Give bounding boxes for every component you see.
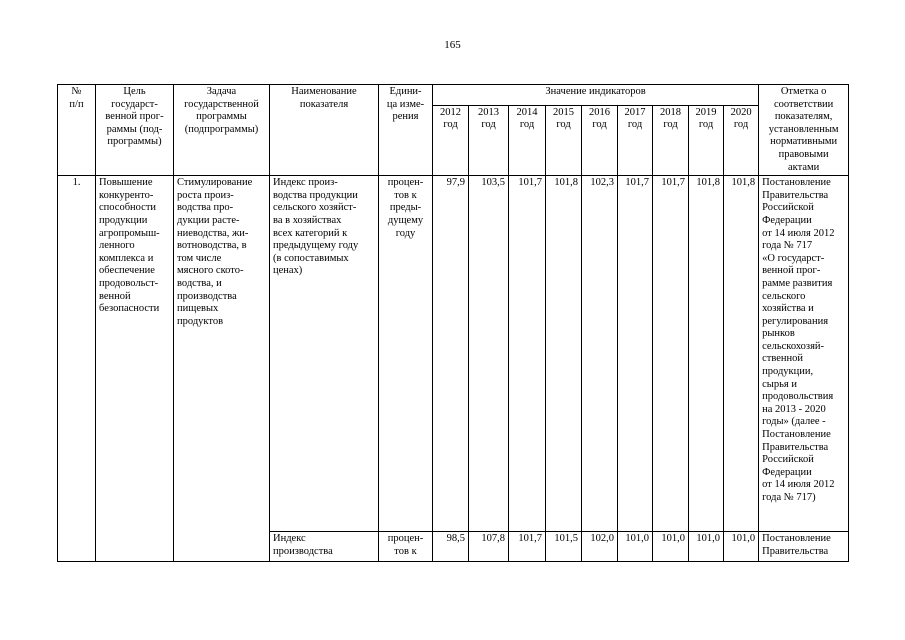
header-year: 2020 год — [724, 105, 759, 175]
header-year: 2014 год — [509, 105, 546, 175]
row-value: 101,8 — [724, 176, 759, 532]
header-row — [58, 85, 849, 106]
row-value: 101,7 — [509, 176, 546, 532]
header-year: 2018 год — [653, 105, 689, 175]
header-values: Значение индикаторов — [433, 85, 759, 106]
row-value: 101,8 — [546, 176, 582, 532]
page-number: 165 — [444, 39, 461, 51]
row-value: 101,5 — [546, 532, 582, 562]
row-indicator: Индекс произ- водства продукции сельского хозяйст- ва в хозяйствах всех категорий к предыдущему году (в сопоставимых ценах) — [270, 176, 379, 532]
row-value: 101,0 — [653, 532, 689, 562]
row-value: 97,9 — [433, 176, 469, 532]
row-goal: Повышение конкуренто- способности продукции агропромыш- ленного комплекса и обеспечение продовольст- венной безопасности — [96, 176, 174, 562]
header-num: № п/п — [58, 85, 96, 176]
table-row — [58, 176, 849, 532]
header-year: 2015 год — [546, 105, 582, 175]
row-value: 102,0 — [582, 532, 618, 562]
row-value: 101,8 — [689, 176, 724, 532]
row-unit: процен- тов к преды- дущему году — [379, 176, 433, 532]
header-year: 2016 год — [582, 105, 618, 175]
header-year: 2019 год — [689, 105, 724, 175]
header-indicator: Наименование показателя — [270, 85, 379, 176]
header-year: 2017 год — [618, 105, 653, 175]
indicators-table — [57, 84, 849, 562]
header-year: 2013 год — [469, 105, 509, 175]
row-unit: процен- тов к — [379, 532, 433, 562]
row-value: 101,0 — [618, 532, 653, 562]
row-indicator: Индекс производства — [270, 532, 379, 562]
header-year: 2012 год — [433, 105, 469, 175]
header-task: Задача государственной программы (подпрограммы) — [174, 85, 270, 176]
row-note: Постановление Правительства Российской Федерации от 14 июля 2012 года № 717 «О государст- венной прог- рамме развития сельского хозяйства и регулирования рынков сельскохозяй- ственной продукции, сырья и продовольствия на 2013 - 2020 годы» (далее - Постановление Правительства Российской Федерации от 14 июля 2012 года № 717) — [759, 176, 849, 532]
header-note: Отметка о соответствии показателям, установленным нормативными правовыми актами — [759, 85, 849, 176]
row-value: 101,7 — [653, 176, 689, 532]
row-value: 101,0 — [689, 532, 724, 562]
row-value: 98,5 — [433, 532, 469, 562]
row-note: Постановление Правительства — [759, 532, 849, 562]
row-value: 103,5 — [469, 176, 509, 532]
row-value: 101,7 — [509, 532, 546, 562]
row-value: 107,8 — [469, 532, 509, 562]
row-value: 101,0 — [724, 532, 759, 562]
header-goal: Цель государст- венной прог- раммы (под- программы) — [96, 85, 174, 176]
header-unit: Едини- ца изме- рения — [379, 85, 433, 176]
row-number: 1. — [58, 176, 96, 562]
row-task: Стимулирование роста произ- водства про- дукции расте- ниеводства, жи- вотноводства, в том числе мясного ското- водства, и производства пищевых продуктов — [174, 176, 270, 562]
row-value: 102,3 — [582, 176, 618, 532]
row-value: 101,7 — [618, 176, 653, 532]
